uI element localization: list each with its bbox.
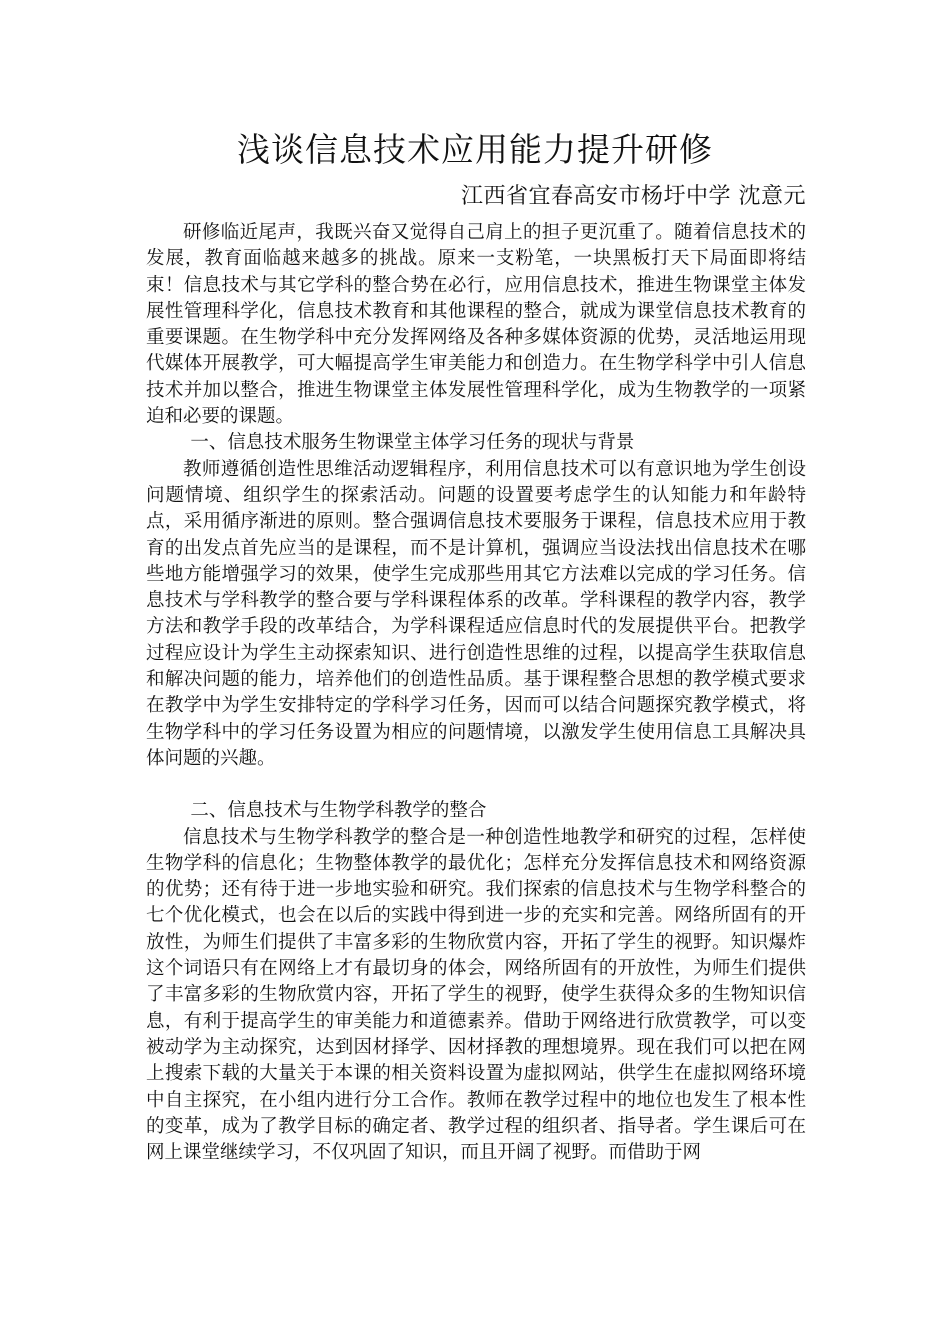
body-paragraph: 教师遵循创造性思维活动逻辑程序，利用信息技术可以有意识地为学生创设问题情境、组织学生的探索活动。问题的设置要考虑学生的认知能力和年龄特点，采用循序渐进的原则。整合强调信息技术要服务于课程，信息技术应用于教育的出发点首先应当的是课程，而不是计算机，强调应当设法找出信息技术在哪些地方能增强学习的效果，使学生完成那些用其它方法难以完成的学习任务。信息技术与学科教学的整合要与学科课程体系的改革。学科课程的教学内容，教学方法和教学手段的改革结合，为学科课程适应信息时代的发展提供平台。把教学过程应设计为学生主动探索知识、进行创造性思维的过程，以提高学生获取信息和解决问题的能力，培养他们的创造性品质。基于课程整合思想的教学模式要求在教学中为学生安排特定的学科学习任务，因而可以结合问题探究教学模式，将生物学科中的学习任务设置为相应的问题情境，以激发学生使用信息工具解决具体问题的兴趣。 (146, 458, 806, 769)
body-paragraph: 研修临近尾声，我既兴奋又觉得自己肩上的担子更沉重了。随着信息技术的发展，教育面临越来越多的挑战。原来一支粉笔，一块黑板打天下局面即将结束！信息技术与其它学科的整合势在必行，应用信息技术，推进生物课堂主体发展性管理科学化，信息技术教育和其他课程的整合，就成为课堂信息技术教育的重要课题。在生物学科中充分发挥网络及各种多媒体资源的优势，灵活地运用现代媒体开展教学，可大幅提高学生审美能力和创造力。在生物学科学中引人信息技术并加以整合，推进生物课堂主体发展性管理科学化，成为生物教学的一项紧迫和必要的课题。 (146, 222, 806, 428)
section-heading: 二、信息技术与生物学科教学的整合 (190, 800, 487, 822)
body-paragraph: 信息技术与生物学科教学的整合是一种创造性地教学和研究的过程，怎样使生物学科的信息化；生物整体教学的最优化；怎样充分发挥信息技术和网络资源的优势；还有待于进一步地实验和研究。我们探索的信息技术与生物学科整合的七个优化模式，也会在以后的实践中得到进一步的充实和完善。网络所固有的开放性，为师生们提供了丰富多彩的生物欣赏内容，开拓了学生的视野。知识爆炸这个词语只有在网络上才有最切身的体会，网络所固有的开放性，为师生们提供了丰富多彩的生物欣赏内容，开拓了学生的视野，使学生获得众多的生物知识信息，有利于提高学生的审美能力和道德素养。借助于网络进行欣赏教学，可以变被动学为主动探究，达到因材择学、因材择教的理想境界。现在我们可以把在网上搜索下载的大量关于本课的相关资料设置为虚拟网站，供学生在虚拟网络环境中自主探究，在小组内进行分工合作。教师在教学过程中的地位也发生了根本性的变革，成为了教学目标的确定者、教学过程的组织者、指导者。学生课后可在网上课堂继续学习，不仅巩固了知识，而且开阔了视野。而借助于网 (146, 826, 806, 1164)
document-title: 浅谈信息技术应用能力提升研修 (237, 130, 713, 169)
section-heading: 一、信息技术服务生物课堂主体学习任务的现状与背景 (190, 432, 635, 454)
author-line: 江西省宜春高安市杨圩中学 沈意元 (461, 184, 806, 209)
document-body (146, 220, 806, 1166)
